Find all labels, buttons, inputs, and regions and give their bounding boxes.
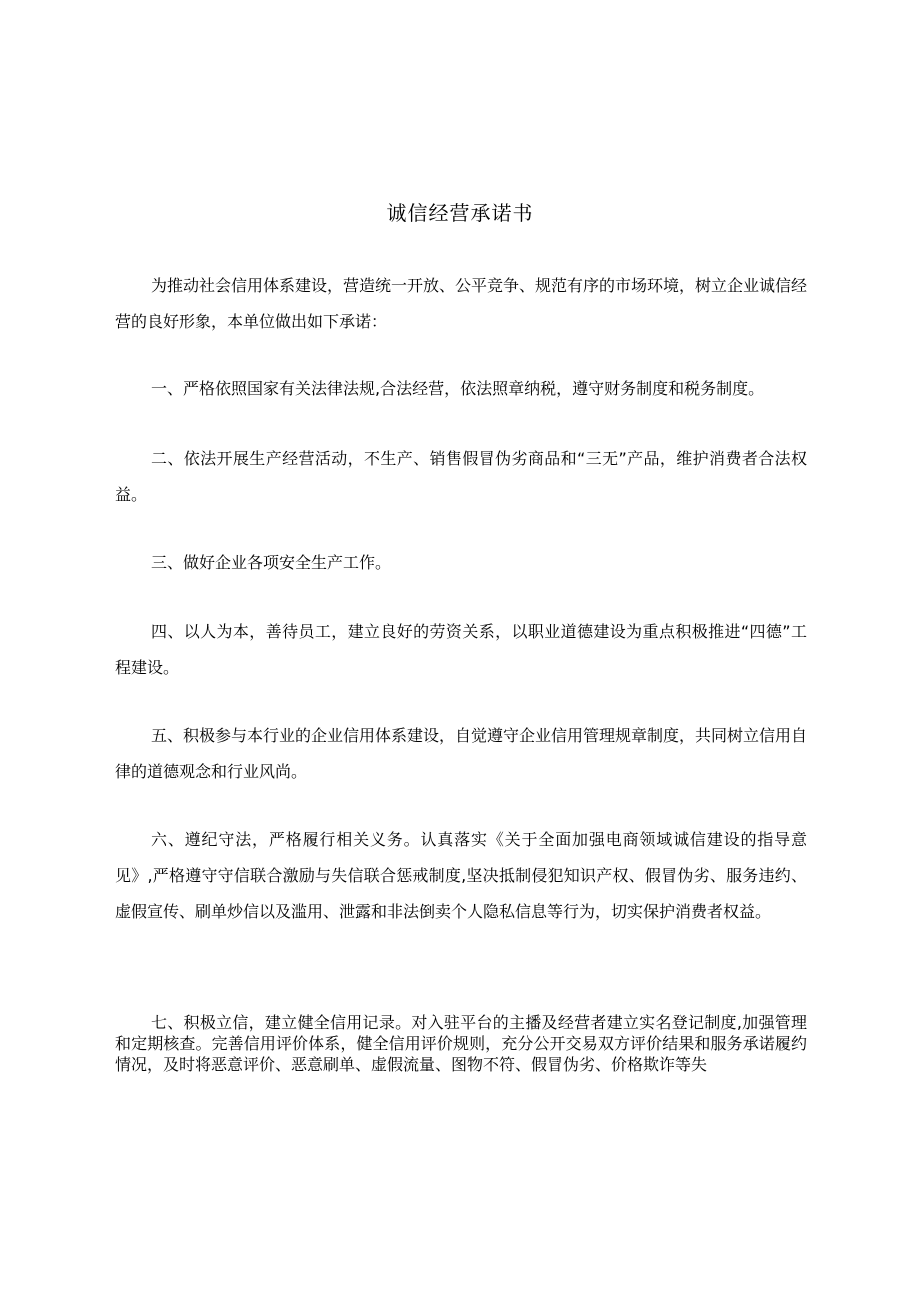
commitment-item-5: 五、积极参与本行业的企业信用体系建设，自觉遵守企业信用管理规章制度，共同树立信用自律的道德观念和行业风尚。 [115, 726, 808, 781]
commitment-item-7: 七、积极立信，建立健全信用记录。对入驻平台的主播及经营者建立实名登记制度,加强管理和定期核查。完善信用评价体系，健全信用评价规则，充分公开交易双方评价结果和服务承诺履约情况，及时将恶意评价、恶意刷单、虚假流量、图物不符、假冒伪劣、价格欺诈等失 [115, 1013, 807, 1074]
commitment-item-1: 一、严格依照国家有关法律法规,合法经营，依法照章纳税，遵守财务制度和税务制度。 [151, 379, 765, 398]
commitment-item-6: 六、遵纪守法，严格履行相关义务。认真落实《关于全面加强电商领域诚信建设的指导意见》,严格遵守守信联合激励与失信联合惩戒制度,坚决抵制侵犯知识产权、假冒伪劣、服务违约、虚假宣传、刷单炒信以及滥用、泄露和非法倒卖个人隐私信息等行为，切实保护消费者权益。 [115, 830, 807, 921]
commitment-item-4: 四、以人为本，善待员工，建立良好的劳资关系，以职业道德建设为重点积极推进“四德”工程建设。 [115, 622, 807, 677]
commitment-item-3: 三、做好企业各项安全生产工作。 [151, 553, 392, 572]
intro-paragraph: 为推动社会信用体系建设，营造统一开放、公平竞争、规范有序的市场环境，树立企业诚信经营的良好形象，本单位做出如下承诺： [115, 276, 808, 331]
document-title: 诚信经营承诺书 [386, 201, 534, 225]
commitment-item-2: 二、依法开展生产经营活动，不生产、销售假冒伪劣商品和“三无”产品，维护消费者合法权益。 [115, 449, 807, 504]
